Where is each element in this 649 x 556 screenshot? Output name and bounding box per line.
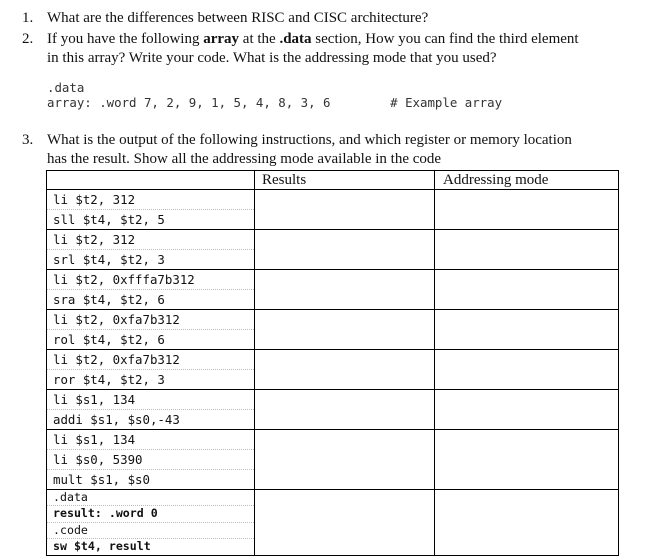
code-cell xyxy=(47,350,255,390)
code-cell xyxy=(47,490,255,556)
question-text xyxy=(47,30,637,68)
question-text: What are the differences between RISC and CISC architecture? xyxy=(47,10,429,26)
code-line: li $t2, 0xfa7b312 xyxy=(47,310,254,330)
code-line: .code xyxy=(47,523,254,539)
question-3 xyxy=(22,131,622,171)
table-row xyxy=(47,490,619,556)
code-line: li $t2, 0xfa7b312 xyxy=(47,350,254,370)
results-cell[interactable] xyxy=(255,430,435,490)
table-row xyxy=(47,310,619,350)
code-line: sra $t4, $t2, 6 xyxy=(53,292,165,307)
table-row xyxy=(47,230,619,270)
text-run: section, How you can find the third element xyxy=(311,31,579,47)
data-code-block xyxy=(47,80,502,110)
instructions-table xyxy=(46,170,619,556)
addressing-mode-cell[interactable] xyxy=(435,350,619,390)
results-cell[interactable] xyxy=(255,190,435,230)
question-number: 3. xyxy=(22,132,34,148)
code-cell xyxy=(47,430,255,490)
code-cell xyxy=(47,270,255,310)
table-row xyxy=(47,270,619,310)
bold-term-data: .data xyxy=(279,31,312,47)
results-cell[interactable] xyxy=(255,390,435,430)
code-line: .data xyxy=(47,490,254,506)
header-instructions xyxy=(47,171,255,190)
addressing-mode-cell[interactable] xyxy=(435,190,619,230)
code-line: li $t2, 312 xyxy=(47,230,254,250)
code-line: li $s0, 5390 xyxy=(47,450,254,470)
question-number: 2. xyxy=(22,31,34,47)
code-line: li $s1, 134 xyxy=(47,390,254,410)
code-line: rol $t4, $t2, 6 xyxy=(53,332,165,347)
code-cell xyxy=(47,390,255,430)
table-row xyxy=(47,350,619,390)
code-cell xyxy=(47,190,255,230)
results-cell[interactable] xyxy=(255,270,435,310)
code-line: addi $s1, $s0,-43 xyxy=(53,412,180,427)
results-cell[interactable] xyxy=(255,490,435,556)
question-1 xyxy=(22,9,622,29)
code-line: ror $t4, $t2, 3 xyxy=(53,372,165,387)
code-line: li $t2, 312 xyxy=(47,190,254,210)
addressing-mode-cell[interactable] xyxy=(435,310,619,350)
table-row xyxy=(47,390,619,430)
header-addressing-mode: Addressing mode xyxy=(435,171,619,190)
text-run: What is the output of the following instructions, and which register or memory location xyxy=(47,132,572,148)
code-line: sw $t4, result xyxy=(53,539,151,554)
results-cell[interactable] xyxy=(255,350,435,390)
addressing-mode-cell[interactable] xyxy=(435,390,619,430)
code-line: li $s1, 134 xyxy=(47,430,254,450)
text-run: has the result. Show all the addressing mode available in the code xyxy=(47,151,442,167)
bold-term-array: array xyxy=(203,31,240,47)
table-header-row xyxy=(47,171,619,190)
code-line: result: .word 0 xyxy=(47,506,254,522)
header-results: Results xyxy=(255,171,435,190)
addressing-mode-cell[interactable] xyxy=(435,230,619,270)
text-run: in this array? Write your code. What is the addressing mode that you used? xyxy=(47,50,497,66)
results-cell[interactable] xyxy=(255,310,435,350)
question-text xyxy=(47,131,637,169)
table-row xyxy=(47,430,619,490)
question-2 xyxy=(22,30,622,70)
addressing-mode-cell[interactable] xyxy=(435,490,619,556)
code-cell xyxy=(47,230,255,270)
text-run: If you have the following xyxy=(47,31,204,47)
question-number: 1. xyxy=(22,10,34,26)
code-line: srl $t4, $t2, 3 xyxy=(53,252,165,267)
addressing-mode-cell[interactable] xyxy=(435,270,619,310)
table-row xyxy=(47,190,619,230)
code-line: li $t2, 0xfffa7b312 xyxy=(47,270,254,290)
addressing-mode-cell[interactable] xyxy=(435,430,619,490)
results-cell[interactable] xyxy=(255,230,435,270)
code-line: mult $s1, $s0 xyxy=(53,472,150,487)
code-line: sll $t4, $t2, 5 xyxy=(53,212,165,227)
text-run: at the xyxy=(239,31,280,47)
code-line: array: .word 7, 2, 9, 1, 5, 4, 8, 3, 6 # Example array xyxy=(47,95,503,110)
code-cell xyxy=(47,310,255,350)
code-line: .data xyxy=(47,80,85,95)
